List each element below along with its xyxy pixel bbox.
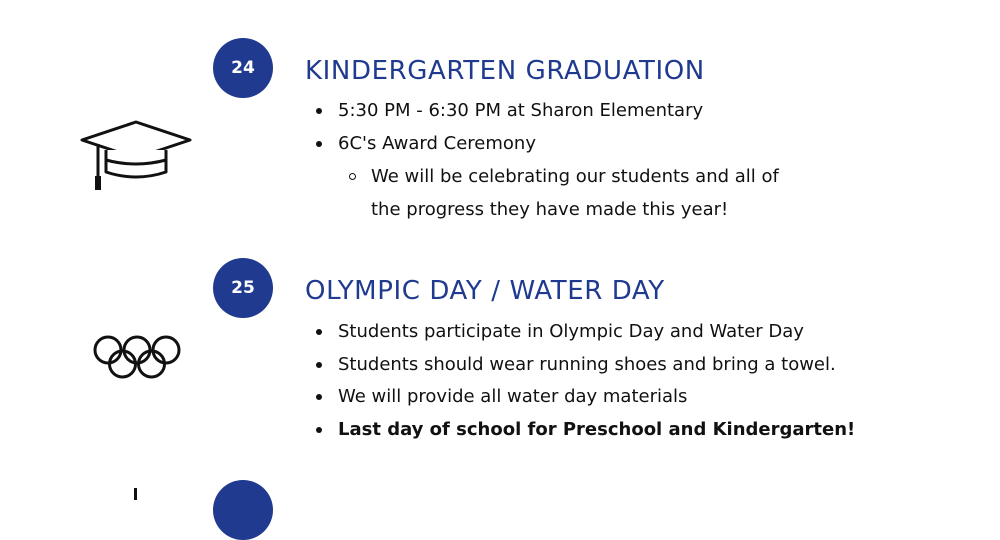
list-item: 5:30 PM - 6:30 PM at Sharon Elementary (338, 95, 811, 128)
list-item: Students participate in Olympic Day and Water Day (338, 316, 855, 349)
event-title-olympic-day: OLYMPIC DAY / WATER DAY (305, 276, 665, 306)
list-item: We will provide all water day materials (338, 381, 855, 414)
date-badge-24 (213, 38, 273, 98)
event-title-kindergarten-graduation: KINDERGARTEN GRADUATION (305, 56, 705, 86)
date-badge-25 (213, 258, 273, 318)
date-badge-label: 25 (231, 278, 255, 298)
event-details-24 (338, 95, 811, 226)
date-badge-next (213, 480, 273, 540)
list-item-bold: Last day of school for Preschool and Kindergarten! (338, 414, 855, 447)
olympic-rings-icon (92, 334, 182, 380)
sub-list-item: We will be celebrating our students and all of the progress they have made this year! (371, 160, 811, 226)
sub-list (338, 160, 811, 226)
graduation-cap-icon (78, 118, 194, 194)
list-item (338, 128, 811, 227)
event-details-25 (338, 316, 855, 446)
list-item: Students should wear running shoes and bring a towel. (338, 349, 855, 382)
date-badge-label: 24 (231, 58, 255, 78)
next-event-icon (134, 488, 137, 500)
list-item-text: 6C's Award Ceremony (338, 132, 536, 154)
